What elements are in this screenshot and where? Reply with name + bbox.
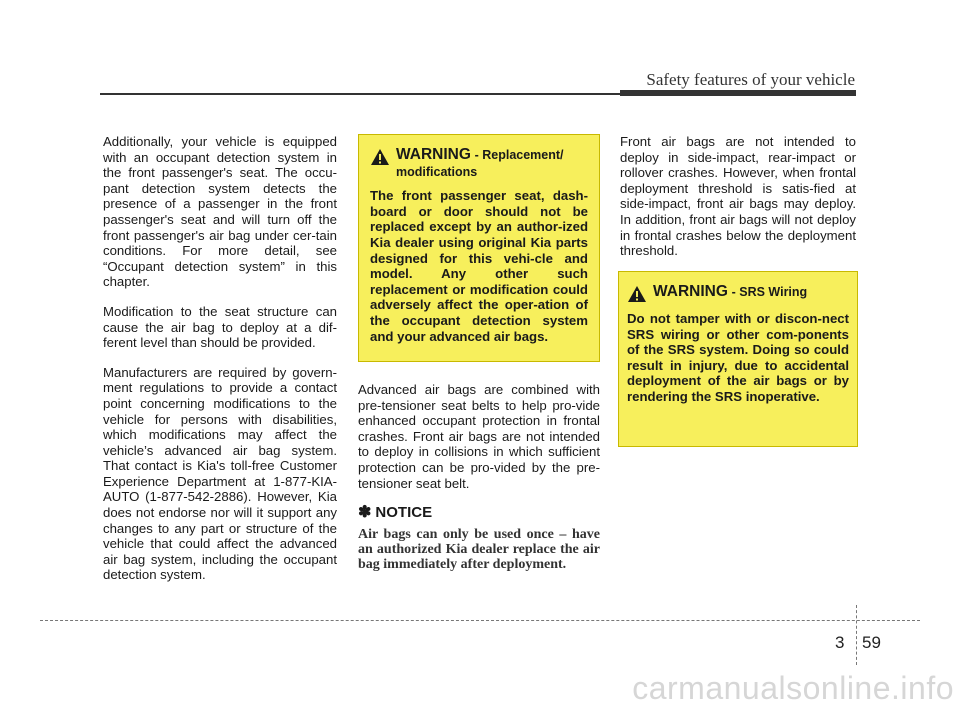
footer-divider [40, 620, 920, 621]
paragraph: Advanced air bags are combined with pre-tensioner seat belts to help pro-vide enhanced occupant protection in frontal crashes. Front air bags are not intended to deploy in collisions in which sufficient protection can be pro-vided by the pre-tensioner seat belt. [358, 382, 600, 491]
warning-word: WARNING [653, 283, 728, 300]
header-rule [100, 93, 620, 95]
notice-mark-icon: ✽ [358, 504, 372, 522]
paragraph: Manufacturers are required by govern-ment regulations to provide a contact point concerning modifications to the vehicle for persons with disabilities, which modifications may affect the vehicle’s advanced air bag system. That contact is Kia's toll-free Customer Experience Department at 1-877-KIA-AUTO (1-877-542-2886). However, Kia does not endorse nor will it support any changes to any part or structure of the vehicle that could affect the advanced air bag system, including the occupant detection system. [103, 364, 337, 583]
warning-body: Do not tamper with or discon-nect SRS wiring or other com-ponents of the SRS system. Doing so could result in injury, due to accidental deployment of the air bags or by rendering the SRS inoperative. [627, 311, 849, 404]
footer-page-divider [856, 605, 857, 665]
warning-box-srs-wiring [618, 271, 858, 447]
page-number: 59 [862, 633, 881, 652]
column-middle [358, 382, 600, 572]
chapter-number: 3 [835, 633, 845, 652]
warning-body: The front passenger seat, dash-board or door should not be replaced except by an author-ized Kia dealer using original Kia parts designed for this vehi-cle and model. Any other such replacement or modification could adversely affect the oper-ation of the occupant detection system and your advanced air bags. [370, 188, 588, 344]
page-header-title: Safety features of your vehicle [646, 70, 855, 89]
warning-triangle-icon [627, 285, 647, 303]
paragraph: Additionally, your vehicle is equipped with an occupant detection system in the front passenger's seat. The occu-pant detection system detects the presence of a passenger in the front passenger's seat and will turn off the front passenger's air bag under cer-tain conditions. For more detail, see “Occupant detection system” in this chapter. [103, 134, 337, 290]
warning-subtitle: - Replacement/ modifications [396, 148, 564, 179]
warning-box-replacement [358, 134, 600, 362]
header-rule-accent [620, 90, 856, 96]
column-right [620, 134, 856, 273]
column-left [103, 134, 337, 597]
notice-body: Air bags can only be used once – have an authorized Kia dealer replace the air bag immediately after deployment. [358, 526, 600, 572]
warning-header [370, 147, 588, 180]
notice-heading [358, 505, 600, 521]
notice-title: NOTICE [375, 504, 433, 522]
paragraph: Front air bags are not intended to deploy in side-impact, rear-impact or rollover crashes. However, when frontal deployment threshold is satis-fied at side-impact, front air bags may deploy. In addition, front air bags will not deploy in frontal crashes below the deployment threshold. [620, 134, 856, 259]
warning-word: WARNING [396, 146, 471, 163]
warning-subtitle: - SRS Wiring [731, 285, 808, 299]
warning-triangle-icon [370, 148, 390, 166]
paragraph: Modification to the seat structure can cause the air bag to deploy at a dif-ferent level than should be provided. [103, 303, 337, 351]
warning-header [627, 284, 849, 303]
watermark: carmanualsonline.info [632, 670, 954, 706]
